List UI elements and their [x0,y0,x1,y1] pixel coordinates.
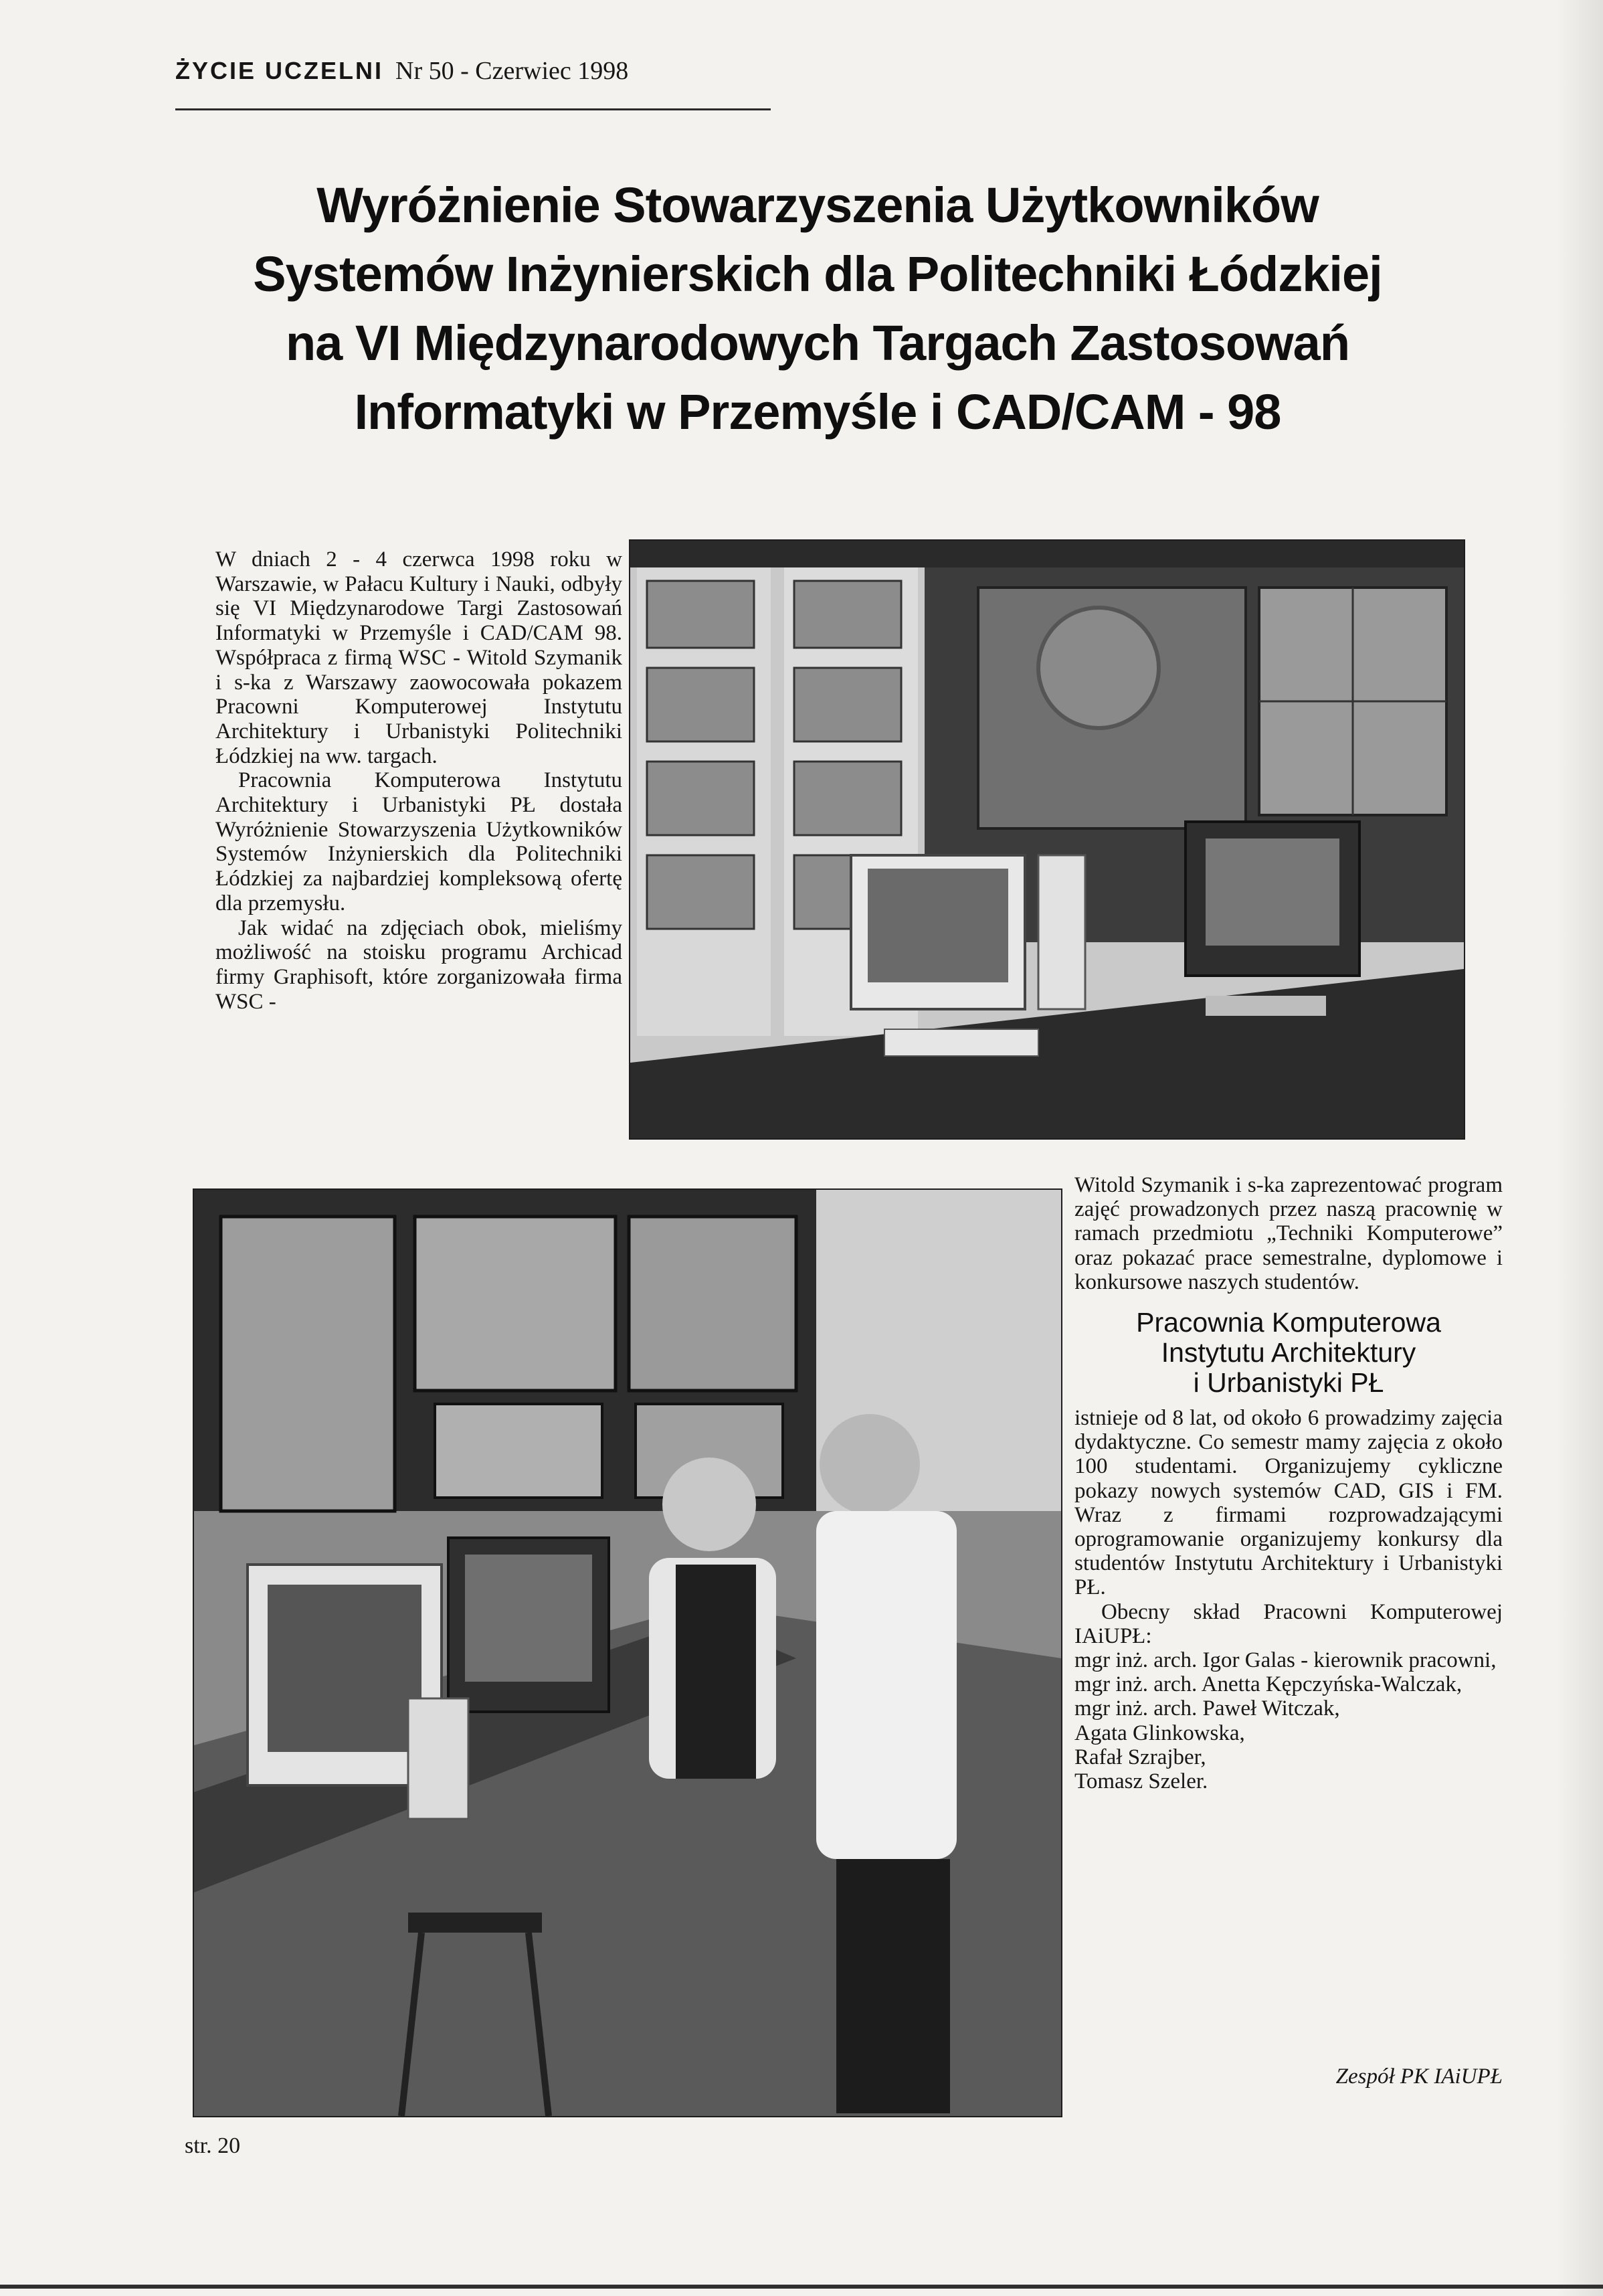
section-subheading [1074,1308,1503,1398]
intro-paragraph: Pracownia Komputerowa Instytutu Architektury i Urbanistyki PŁ dostała Wyróżnienie Stowarzyszenia Użytkowników Systemów Inżynierskich dla Politechniki Łódzkiej za najbardziej kompleksową ofertę dla przemysłu. [215,768,622,915]
page-header [175,56,628,96]
staff-intro: Obecny skład Pracowni Komputerowej IAiUPŁ: [1074,1599,1503,1648]
intro-column [215,547,622,1014]
title-line: na VI Międzynarodowych Targach Zastosowań [285,315,1350,371]
masthead: ŻYCIE UCZELNI [175,57,384,84]
intro-paragraph: Jak widać na zdjęciach obok, mieliśmy możliwość na stoisku programu Archicad firmy Graphisoft, które zorganizowała firma WSC - [215,915,622,1014]
article-title [175,171,1460,446]
article-signature: Zespół PK IAiUPŁ [1335,2064,1503,2089]
title-line: Informatyki w Przemyśle i CAD/CAM - 98 [354,384,1281,440]
title-line: Systemów Inżynierskich dla Politechniki Łódzkiej [253,246,1382,302]
subheading-line: Pracownia Komputerowa [1136,1307,1441,1338]
title-line: Wyróżnienie Stowarzyszenia Użytkowników [316,177,1319,233]
page-number: str. 20 [185,2133,241,2158]
staff-member: mgr inż. arch. Paweł Witczak, [1074,1696,1340,1721]
photo-exhibition-stand [629,539,1465,1140]
staff-member: mgr inż. arch. Igor Galas - kierownik pracowni, [1074,1648,1497,1673]
header-rule [175,108,771,110]
continuation-paragraph: Witold Szymanik i s-ka zaprezentować program zajęć prowadzonych przez naszą pracownię w ramach przedmiotu „Techniki Komputerowe” oraz pokazać prace semestralne, dyplomowe i konkursowe naszych studentów. [1074,1173,1503,1294]
issue-info: Nr 50 - Czerwiec 1998 [395,57,629,85]
scan-bottom-edge [0,2285,1603,2289]
intro-paragraph: W dniach 2 - 4 czerwca 1998 roku w Warszawie, w Pałacu Kultury i Nauki, odbyły się VI Międzynarodowe Targi Zastosowań Informatyki w Przemyśle i CAD/CAM 98. Współpraca z firmą WSC - Witold Szymanik i s-ka z Warszawy zaowocowała pokazem Pracowni Komputerowej Instytutu Architektury i Urbanistyki Politechniki Łódzkiej na ww. targach. [215,547,622,768]
right-column [1074,1173,1503,1793]
staff-list [1074,1648,1503,1793]
staff-member: Tomasz Szeler. [1074,1769,1208,1794]
staff-member: Rafał Szrajber, [1074,1745,1206,1769]
photo-team-at-stand [193,1188,1062,2117]
page-edge-shadow [1556,0,1603,2296]
staff-member: Agata Glinkowska, [1074,1720,1245,1745]
subheading-line: Instytutu Architektury [1161,1337,1416,1368]
staff-member: mgr inż. arch. Anetta Kępczyńska-Walczak, [1074,1672,1463,1697]
about-paragraph: istnieje od 8 lat, od około 6 prowadzimy zajęcia dydaktyczne. Co semestr mamy zajęcia z około 100 studentami. Organizujemy cykliczne pokazy nowych systemów CAD, GIS i FM. Wraz z firmami rozprowadzającymi oprogramowanie organizujemy konkursy dla studentów Instytutu Architektury i Urbanistyki PŁ. [1074,1406,1503,1600]
subheading-line: i Urbanistyki PŁ [1193,1367,1384,1399]
